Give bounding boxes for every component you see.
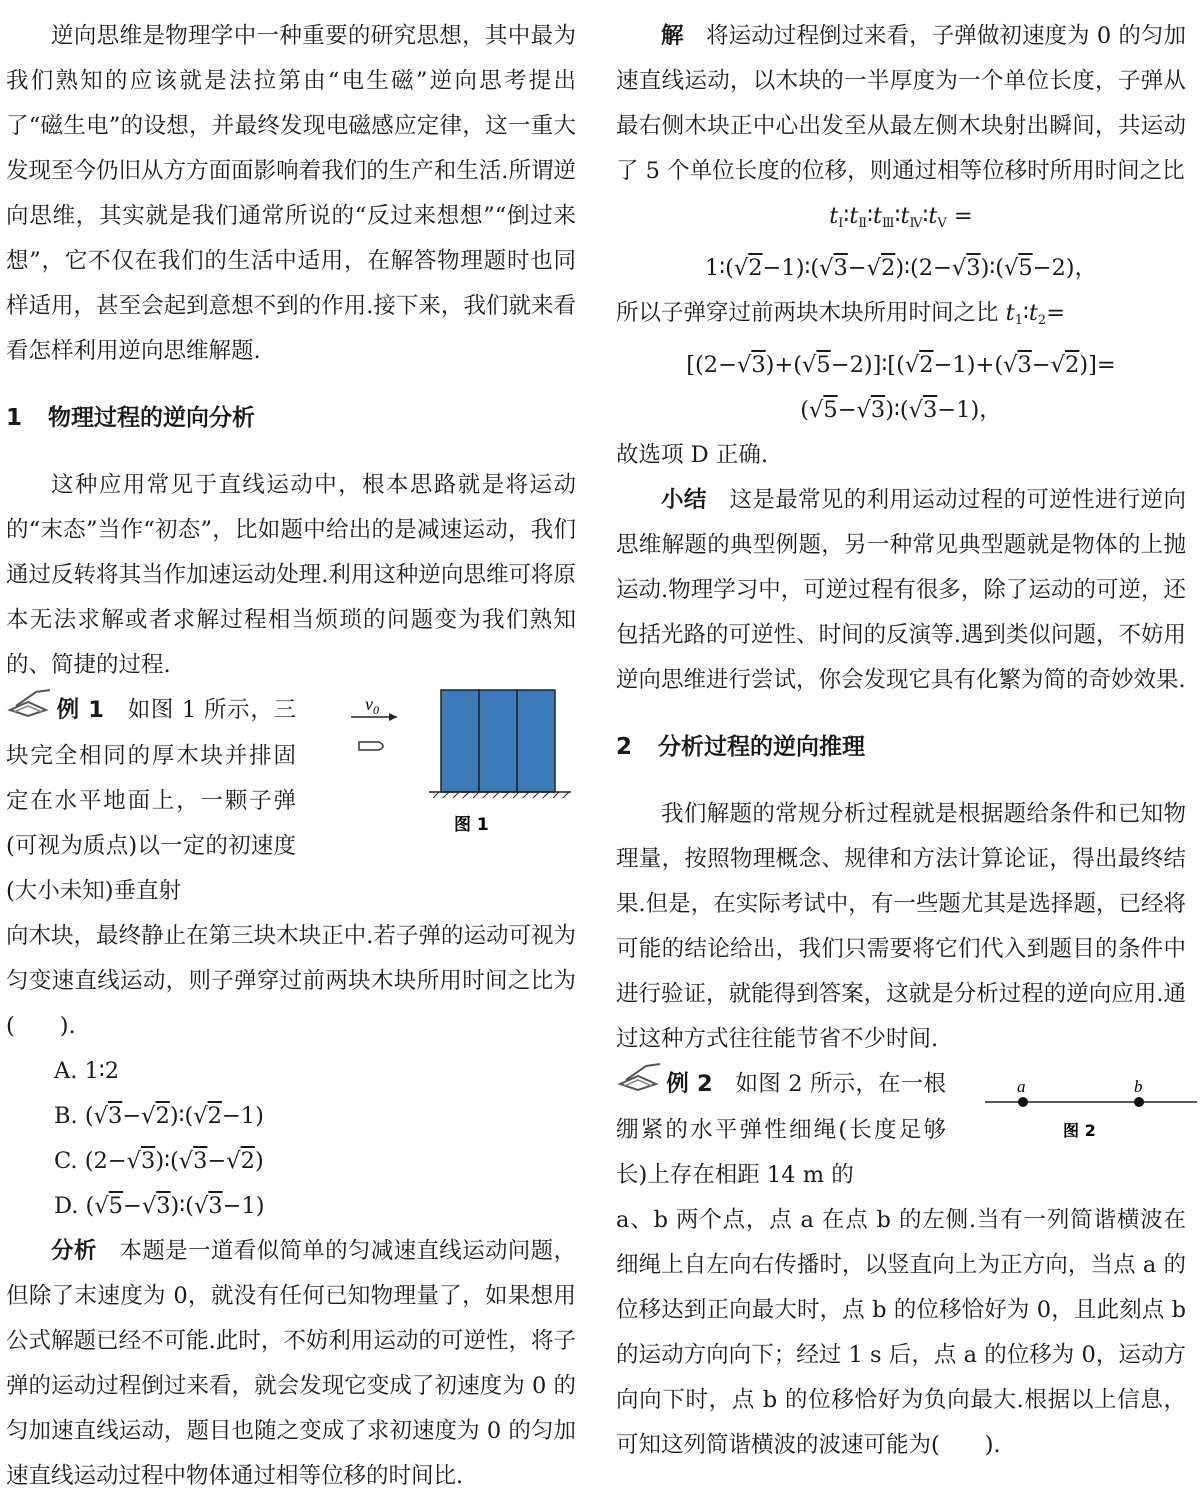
- option-a: A. 1∶2: [54, 1058, 120, 1084]
- example-2-tail: a、b 两个点，点 a 在点 b 的左侧.当有一列简谐横波在细绳上自左向右传播时，以竖直向上为正方向，当点 a 的位移达到正向最大时，点 b 的位移恰好为 0，且此刻点 b 的运动方向向下；经过 1 s 后，点 a 的位移为 0，运动方向向下时，点 b 的位移恰好为负向最大.根据以上信息，可知这列简谐横波的波速可能为( ).: [616, 1207, 1186, 1458]
- section-2-title: 分析过程的逆向推理: [658, 734, 865, 760]
- wood-block-2: [479, 690, 517, 792]
- analysis-label: 分析: [51, 1238, 97, 1264]
- option-b: B. (√3−√2)∶(√2−1): [54, 1103, 264, 1129]
- point-b: [1134, 1097, 1144, 1107]
- figure-1: [341, 688, 581, 888]
- figure-2: [981, 1070, 1200, 1160]
- equation-result-line: (√5−√3)∶(√3−1)，: [800, 397, 1002, 423]
- section-2-paragraph: 我们解题的常规分析过程就是根据题给条件和已知物理量，按照物理概念、规律和方法计算论证，得出最终结果.但是，在实际考试中，有一些题尤其是选择题，已经将可能的结论给出，我们只需要将它们代入到题目的条件中进行验证，就能得到答案，这就是分析过程的逆向应用.通过这种方式往往能节省不少时间.: [616, 801, 1186, 1052]
- section-1-paragraph: 这种应用常见于直线运动中，根本思路就是将运动的“末态”当作“初态”，比如题中给出的是减速运动，我们通过反转将其当作加速运动处理.利用这种逆向思维可将原本无法求解或者求解过程相当烦琐的问题变为我们熟知的、简捷的过程.: [6, 472, 576, 678]
- right-column: [616, 14, 1186, 1468]
- example-2-text: 如图 2 所示，在一根绷紧的水平弹性细绳(长度足够长)上存在相距 14 m 的: [616, 1071, 946, 1188]
- point-a: [1018, 1097, 1028, 1107]
- example-1-label: 例 1: [56, 697, 104, 723]
- point-a-label: a: [1017, 1077, 1026, 1096]
- solution-paragraph: 解 将运动过程倒过来看，子弹做初速度为 0 的匀加速直线运动，以木块的一半厚度为一个单位长度，子弹从最右侧木块正中心出发至从最左侧木块射出瞬间，共运动了 5 个单位长度的位移，则通过相等位移时所用时间之比: [616, 23, 1186, 184]
- example-2-head: [616, 1062, 946, 1198]
- example-1-block: [6, 688, 576, 914]
- section-1-heading: [6, 396, 576, 441]
- left-column: [6, 14, 576, 1499]
- equation-ratio-line-2: 1∶(√2−1)∶(√3−√2)∶(2−√3)∶(√5−2)，: [704, 255, 1098, 281]
- equation-ratio-line-1: $t_Ⅰ∶t_Ⅱ∶t_Ⅲ∶t_Ⅳ∶t_Ⅴ$ =: [829, 203, 973, 231]
- wood-block-3: [517, 690, 555, 792]
- figure-2-caption: 图 2: [1063, 1121, 1096, 1140]
- section-1-title: 物理过程的逆向分析: [48, 405, 255, 431]
- example-1-tail: 向木块，最终静止在第三块木块正中.若子弹的运动可视为匀变速直线运动，则子弹穿过前两块木块所用时间之比为( ).: [6, 923, 576, 1039]
- section-2-number: 2: [616, 734, 633, 760]
- so-text: 所以子弹穿过前两块木块所用时间之比 $t_1∶t_2=$: [616, 300, 1066, 328]
- wood-block-1: [441, 690, 479, 792]
- analysis-paragraph: 分析 本题是一道看似简单的匀减速直线运动问题，但除了末速度为 0，就没有任何已知物理量了，如果想用公式解题已经不可能.此时，不妨利用运动的可逆性，将子弹的运动过程倒过来看，就会发现它变成了初速度为 0 的匀加速直线运动，题目也随之变成了求初速度为 0 的匀加速直线运动过程中物体通过相等位移的时间比.: [6, 1238, 576, 1489]
- bullet: [359, 742, 383, 750]
- velocity-label: $v_0$: [365, 694, 379, 717]
- summary-paragraph: 小结 这是最常见的利用运动过程的可逆性进行逆向思维解题的典型例题，另一种常见典型题就是物体的上抛运动.物理学习中，可逆过程有很多，除了运动的可逆，还包括光路的可逆性、时间的反演等.遇到类似问题，不妨用逆向思维进行尝试，你会发现它具有化繁为简的奇妙效果.: [616, 487, 1186, 693]
- conclusion: 故选项 D 正确.: [616, 442, 768, 468]
- solution-label: 解: [661, 23, 684, 49]
- option-c: C. (2−√3)∶(√3−√2): [54, 1148, 264, 1174]
- option-d: D. (√5−√3)∶(√3−1): [54, 1193, 265, 1219]
- example-1-head: [6, 688, 296, 914]
- point-b-label: b: [1134, 1077, 1143, 1096]
- summary-label: 小结: [661, 487, 707, 513]
- figure-1-caption: 图 1: [454, 815, 489, 835]
- example-2-label: 例 2: [666, 1071, 713, 1097]
- section-2-heading: [616, 725, 1186, 770]
- example-1-text: 如图 1 所示，三块完全相同的厚木块并排固定在水平地面上，一颗子弹(可视为质点)以一定的初速度(大小未知)垂直射: [6, 697, 296, 904]
- pen-book-icon: [6, 688, 56, 734]
- intro-paragraph: 逆向思维是物理学中一种重要的研究思想，其中最为我们熟知的应该就是法拉第由“电生磁”逆向思考提出了“磁生电”的设想，并最终发现电磁感应定律，这一重大发现至今仍旧从方方面面影响着我们的生产和生活.所谓逆向思维，其实就是我们通常所说的“反过来想想”“倒过来想”，它不仅在我们的生活中适用，在解答物理题时也同样适用，甚至会起到意想不到的作用.接下来，我们就来看看怎样利用逆向思维解题.: [6, 23, 576, 364]
- example-2-block: [616, 1062, 1186, 1198]
- pen-book-icon: [616, 1062, 666, 1108]
- equation-sum-line: [(2−√3)+(√5−2)]∶[(√2−1)+(√3−√2)]=: [686, 352, 1116, 378]
- section-1-number: 1: [6, 405, 23, 431]
- ground-hatch: [433, 792, 569, 798]
